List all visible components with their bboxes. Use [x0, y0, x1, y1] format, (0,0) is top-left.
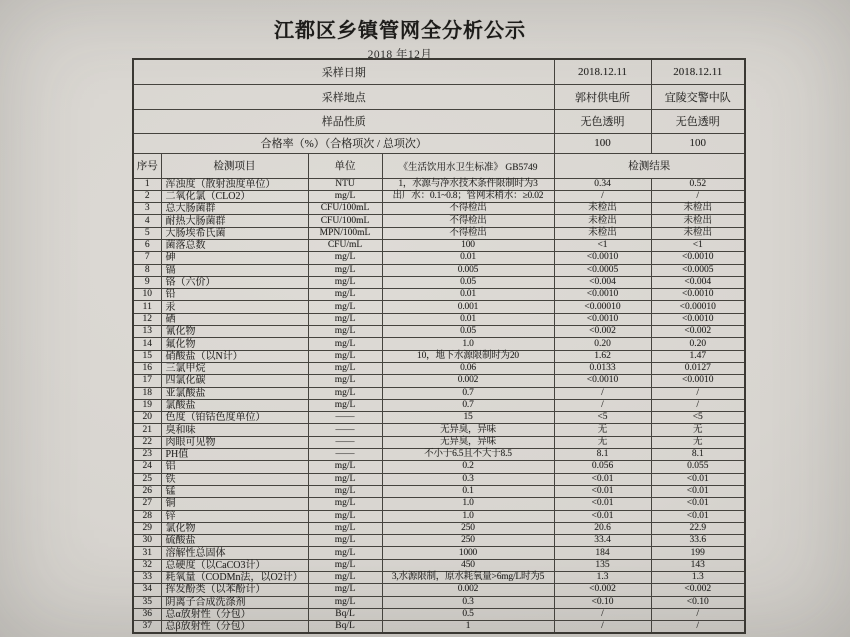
row-index: 21	[133, 424, 161, 436]
item-name: 锰	[161, 485, 308, 497]
row-index: 10	[133, 289, 161, 301]
row-index: 23	[133, 449, 161, 461]
result-col1: <0.10	[554, 596, 651, 608]
item-standard: 10，地下水源限制时为20	[382, 350, 554, 362]
row-index: 37	[133, 621, 161, 634]
item-name: 色度（铂钴色度单位）	[161, 412, 308, 424]
row-index: 28	[133, 510, 161, 522]
row-index: 8	[133, 264, 161, 276]
item-standard: 0.01	[382, 252, 554, 264]
table-row	[133, 584, 745, 596]
item-name: 铬（六价）	[161, 276, 308, 288]
item-unit: mg/L	[308, 510, 382, 522]
item-unit: mg/L	[308, 547, 382, 559]
header-item: 检测项目	[161, 153, 308, 178]
table-row	[133, 289, 745, 301]
table-row	[133, 461, 745, 473]
item-standard: 0.001	[382, 301, 554, 313]
item-unit: mg/L	[308, 485, 382, 497]
result-col1: 0.0133	[554, 362, 651, 374]
row-index: 24	[133, 461, 161, 473]
item-standard: 0.01	[382, 313, 554, 325]
item-unit: mg/L	[308, 350, 382, 362]
item-standard: 0.05	[382, 326, 554, 338]
row-index: 30	[133, 535, 161, 547]
info-value-2: 2018.12.11	[651, 59, 745, 84]
item-unit: ——	[308, 412, 382, 424]
item-name: 总β放射性（分包）	[161, 621, 308, 634]
item-unit: mg/L	[308, 535, 382, 547]
item-standard: 无异臭，异味	[382, 436, 554, 448]
item-unit: mg/L	[308, 399, 382, 411]
item-unit: CFU/100mL	[308, 203, 382, 215]
item-standard: 250	[382, 522, 554, 534]
result-col1: <1	[554, 239, 651, 251]
item-name: 氯酸盐	[161, 399, 308, 411]
table-row	[133, 535, 745, 547]
table-row	[133, 596, 745, 608]
row-index: 25	[133, 473, 161, 485]
info-section	[133, 59, 745, 153]
result-col1: 未检出	[554, 227, 651, 239]
item-unit: mg/L	[308, 326, 382, 338]
result-col1: 184	[554, 547, 651, 559]
result-col1: /	[554, 399, 651, 411]
analysis-table	[132, 58, 746, 634]
result-col2: 0.0127	[651, 362, 745, 374]
table-row	[133, 301, 745, 313]
row-index: 13	[133, 326, 161, 338]
table-row	[133, 449, 745, 461]
column-header-row	[133, 153, 745, 178]
row-index: 26	[133, 485, 161, 497]
table-row	[133, 608, 745, 620]
item-standard: 1，水源与净水技术条件限制时为3	[382, 178, 554, 190]
item-standard: 15	[382, 412, 554, 424]
item-name: 总α放射性（分包）	[161, 608, 308, 620]
result-col2: 无	[651, 424, 745, 436]
table-row	[133, 510, 745, 522]
item-name: 三氯甲烷	[161, 362, 308, 374]
result-col2: 0.52	[651, 178, 745, 190]
result-col1: <5	[554, 412, 651, 424]
item-name: 硝酸盐（以N计）	[161, 350, 308, 362]
item-name: 溶解性总固体	[161, 547, 308, 559]
item-name: 铝	[161, 461, 308, 473]
item-unit: mg/L	[308, 387, 382, 399]
result-col2: <0.0005	[651, 264, 745, 276]
result-col1: 20.6	[554, 522, 651, 534]
item-name: 铅	[161, 289, 308, 301]
result-col2: <0.0010	[651, 375, 745, 387]
item-standard: 250	[382, 535, 554, 547]
row-index: 34	[133, 584, 161, 596]
table-row	[133, 203, 745, 215]
result-col1: 0.34	[554, 178, 651, 190]
result-col2: /	[651, 621, 745, 634]
result-col2: /	[651, 387, 745, 399]
row-index: 36	[133, 608, 161, 620]
item-standard: 0.05	[382, 276, 554, 288]
page-subtitle: 2018 年12月	[367, 49, 433, 61]
result-col2: 未检出	[651, 215, 745, 227]
table-row	[133, 215, 745, 227]
item-standard: 1.0	[382, 498, 554, 510]
item-unit: mg/L	[308, 362, 382, 374]
info-value-2: 100	[651, 133, 745, 153]
item-unit: mg/L	[308, 498, 382, 510]
row-index: 2	[133, 190, 161, 202]
item-unit: mg/L	[308, 572, 382, 584]
item-name: 耐热大肠菌群	[161, 215, 308, 227]
table-row	[133, 399, 745, 411]
item-unit: mg/L	[308, 473, 382, 485]
item-name: 亚氯酸盐	[161, 387, 308, 399]
result-col2: /	[651, 190, 745, 202]
result-col1: <0.0010	[554, 313, 651, 325]
header-result: 检测结果	[554, 153, 745, 178]
info-row-sampling-date	[133, 59, 745, 84]
result-col2: 22.9	[651, 522, 745, 534]
table-row	[133, 621, 745, 634]
item-name: 浑浊度（散射浊度单位）	[161, 178, 308, 190]
table-row	[133, 338, 745, 350]
table-row	[133, 387, 745, 399]
table-row	[133, 326, 745, 338]
result-col2: 1.3	[651, 572, 745, 584]
result-col2: <0.0010	[651, 313, 745, 325]
info-label: 采样日期	[133, 59, 554, 84]
table-row	[133, 178, 745, 190]
result-col1: 0.056	[554, 461, 651, 473]
item-unit: mg/L	[308, 338, 382, 350]
column-header-section	[133, 153, 745, 178]
item-standard: 1.0	[382, 510, 554, 522]
row-index: 1	[133, 178, 161, 190]
result-col1: <0.004	[554, 276, 651, 288]
row-index: 20	[133, 412, 161, 424]
item-name: 耗氧量（CODMn法，以O2计）	[161, 572, 308, 584]
item-unit: MPN/100mL	[308, 227, 382, 239]
info-row-sampling-location	[133, 84, 745, 109]
result-col2: 199	[651, 547, 745, 559]
item-name: 硒	[161, 313, 308, 325]
table-row	[133, 547, 745, 559]
item-name: 氯化物	[161, 522, 308, 534]
result-col2: 0.20	[651, 338, 745, 350]
item-unit: mg/L	[308, 264, 382, 276]
result-col1: <0.0005	[554, 264, 651, 276]
result-col1: /	[554, 608, 651, 620]
row-index: 31	[133, 547, 161, 559]
row-index: 35	[133, 596, 161, 608]
info-value-1: 郭村供电所	[554, 84, 651, 109]
item-unit: Bq/L	[308, 621, 382, 634]
result-col1: /	[554, 621, 651, 634]
result-col2: <0.00010	[651, 301, 745, 313]
item-standard: 0.002	[382, 375, 554, 387]
table-row	[133, 239, 745, 251]
result-col2: <0.0010	[651, 252, 745, 264]
item-unit: mg/L	[308, 301, 382, 313]
table-row	[133, 522, 745, 534]
row-index: 5	[133, 227, 161, 239]
item-name: 汞	[161, 301, 308, 313]
row-index: 33	[133, 572, 161, 584]
table-row	[133, 485, 745, 497]
table-row	[133, 424, 745, 436]
result-col1: <0.01	[554, 473, 651, 485]
row-index: 6	[133, 239, 161, 251]
result-col1: <0.01	[554, 485, 651, 497]
item-standard: 不得检出	[382, 227, 554, 239]
item-name: 总大肠菌群	[161, 203, 308, 215]
table-row	[133, 313, 745, 325]
header-unit: 单位	[308, 153, 382, 178]
result-col1: /	[554, 190, 651, 202]
item-standard: 0.7	[382, 399, 554, 411]
row-index: 27	[133, 498, 161, 510]
item-unit: mg/L	[308, 522, 382, 534]
result-col2: <0.01	[651, 510, 745, 522]
item-unit: ——	[308, 424, 382, 436]
result-col2: <0.002	[651, 584, 745, 596]
item-unit: mg/L	[308, 276, 382, 288]
row-index: 16	[133, 362, 161, 374]
item-unit: ——	[308, 436, 382, 448]
table-row	[133, 190, 745, 202]
result-col2: 未检出	[651, 203, 745, 215]
item-standard: 0.06	[382, 362, 554, 374]
row-index: 22	[133, 436, 161, 448]
item-standard: 无异臭，异味	[382, 424, 554, 436]
item-unit: CFU/mL	[308, 239, 382, 251]
row-index: 11	[133, 301, 161, 313]
row-index: 14	[133, 338, 161, 350]
row-index: 29	[133, 522, 161, 534]
page-title: 江都区乡镇管网全分析公示	[274, 20, 526, 42]
result-col2: 8.1	[651, 449, 745, 461]
item-standard: 0.3	[382, 596, 554, 608]
item-name: 挥发酚类（以苯酚计）	[161, 584, 308, 596]
item-unit: mg/L	[308, 289, 382, 301]
info-value-1: 100	[554, 133, 651, 153]
result-col1: 8.1	[554, 449, 651, 461]
item-standard: 0.002	[382, 584, 554, 596]
result-col2: <0.01	[651, 485, 745, 497]
item-name: 氟化物	[161, 338, 308, 350]
table-row	[133, 572, 745, 584]
item-unit: mg/L	[308, 461, 382, 473]
table-row	[133, 276, 745, 288]
item-standard: 不得检出	[382, 203, 554, 215]
item-name: 镉	[161, 264, 308, 276]
result-col1: 无	[554, 436, 651, 448]
result-col2: <0.10	[651, 596, 745, 608]
item-unit: mg/L	[308, 252, 382, 264]
row-index: 9	[133, 276, 161, 288]
info-value-2: 无色透明	[651, 109, 745, 133]
row-index: 19	[133, 399, 161, 411]
item-unit: ——	[308, 449, 382, 461]
item-standard: 450	[382, 559, 554, 571]
result-col2: 无	[651, 436, 745, 448]
table-row	[133, 362, 745, 374]
row-index: 12	[133, 313, 161, 325]
item-standard: 不得检出	[382, 215, 554, 227]
item-standard: 0.7	[382, 387, 554, 399]
row-index: 18	[133, 387, 161, 399]
item-standard: 100	[382, 239, 554, 251]
item-standard: 0.005	[382, 264, 554, 276]
item-name: 臭和味	[161, 424, 308, 436]
info-row-sample-nature	[133, 109, 745, 133]
item-name: 阴离子合成洗涤剂	[161, 596, 308, 608]
table-row	[133, 252, 745, 264]
table-row	[133, 412, 745, 424]
result-col1: /	[554, 387, 651, 399]
result-col1: 1.62	[554, 350, 651, 362]
result-col2: <0.002	[651, 326, 745, 338]
data-rows-body	[133, 178, 745, 633]
item-unit: CFU/100mL	[308, 215, 382, 227]
item-name: 菌落总数	[161, 239, 308, 251]
item-standard: 0.5	[382, 608, 554, 620]
result-col2: 143	[651, 559, 745, 571]
table-row	[133, 436, 745, 448]
item-name: 二氧化氯（CLO2）	[161, 190, 308, 202]
result-col2: 1.47	[651, 350, 745, 362]
result-col2: <1	[651, 239, 745, 251]
header-index: 序号	[133, 153, 161, 178]
table-row	[133, 498, 745, 510]
table-row	[133, 375, 745, 387]
table-row	[133, 559, 745, 571]
item-unit: mg/L	[308, 584, 382, 596]
item-name: 肉眼可见物	[161, 436, 308, 448]
result-col1: 未检出	[554, 203, 651, 215]
row-index: 4	[133, 215, 161, 227]
info-label: 样品性质	[133, 109, 554, 133]
table-row	[133, 473, 745, 485]
row-index: 17	[133, 375, 161, 387]
item-standard: 0.2	[382, 461, 554, 473]
result-col1: <0.0010	[554, 289, 651, 301]
result-col1: <0.002	[554, 326, 651, 338]
info-label: 合格率（%）（合格项次 / 总项次）	[133, 133, 554, 153]
result-col1: 无	[554, 424, 651, 436]
item-name: 铜	[161, 498, 308, 510]
item-standard: 1000	[382, 547, 554, 559]
row-index: 15	[133, 350, 161, 362]
item-name: 硫酸盐	[161, 535, 308, 547]
result-col1: 1.3	[554, 572, 651, 584]
result-col2: <5	[651, 412, 745, 424]
result-col2: <0.0010	[651, 289, 745, 301]
result-col1: 0.20	[554, 338, 651, 350]
item-name: PH值	[161, 449, 308, 461]
item-standard: 3,水源限制，原水耗氧量>6mg/L时为5	[382, 572, 554, 584]
item-standard: 0.3	[382, 473, 554, 485]
result-col2: 0.055	[651, 461, 745, 473]
result-col1: <0.0010	[554, 252, 651, 264]
item-name: 氰化物	[161, 326, 308, 338]
item-standard: 出厂水：0.1~0.8；管网末稍水：≥0.02	[382, 190, 554, 202]
item-unit: NTU	[308, 178, 382, 190]
row-index: 7	[133, 252, 161, 264]
result-col2: <0.004	[651, 276, 745, 288]
item-standard: 不小于6.5且不大于8.5	[382, 449, 554, 461]
result-col1: 33.4	[554, 535, 651, 547]
result-col2: /	[651, 399, 745, 411]
item-unit: mg/L	[308, 190, 382, 202]
info-value-1: 2018.12.11	[554, 59, 651, 84]
result-col1: <0.00010	[554, 301, 651, 313]
item-name: 锌	[161, 510, 308, 522]
item-name: 大肠埃希氏菌	[161, 227, 308, 239]
info-value-1: 无色透明	[554, 109, 651, 133]
info-value-2: 宜陵交警中队	[651, 84, 745, 109]
item-unit: mg/L	[308, 596, 382, 608]
item-standard: 1	[382, 621, 554, 634]
item-name: 四氯化碳	[161, 375, 308, 387]
item-unit: mg/L	[308, 559, 382, 571]
result-col2: 33.6	[651, 535, 745, 547]
item-unit: Bq/L	[308, 608, 382, 620]
title-block	[0, 14, 800, 62]
result-col1: <0.0010	[554, 375, 651, 387]
item-standard: 0.1	[382, 485, 554, 497]
item-name: 总硬度（以CaCO3计）	[161, 559, 308, 571]
table-row	[133, 227, 745, 239]
result-col1: 未检出	[554, 215, 651, 227]
table-row	[133, 350, 745, 362]
table-row	[133, 264, 745, 276]
result-col1: 135	[554, 559, 651, 571]
result-col1: <0.002	[554, 584, 651, 596]
info-row-pass-rate	[133, 133, 745, 153]
item-unit: mg/L	[308, 313, 382, 325]
item-standard: 1.0	[382, 338, 554, 350]
row-index: 32	[133, 559, 161, 571]
item-unit: mg/L	[308, 375, 382, 387]
info-label: 采样地点	[133, 84, 554, 109]
result-col1: <0.01	[554, 510, 651, 522]
result-col2: /	[651, 608, 745, 620]
header-standard: 《生活饮用水卫生标准》 GB5749	[382, 153, 554, 178]
result-col2: <0.01	[651, 473, 745, 485]
row-index: 3	[133, 203, 161, 215]
result-col1: <0.01	[554, 498, 651, 510]
item-standard: 0.01	[382, 289, 554, 301]
item-name: 铁	[161, 473, 308, 485]
item-name: 砷	[161, 252, 308, 264]
result-col2: <0.01	[651, 498, 745, 510]
result-col2: 未检出	[651, 227, 745, 239]
